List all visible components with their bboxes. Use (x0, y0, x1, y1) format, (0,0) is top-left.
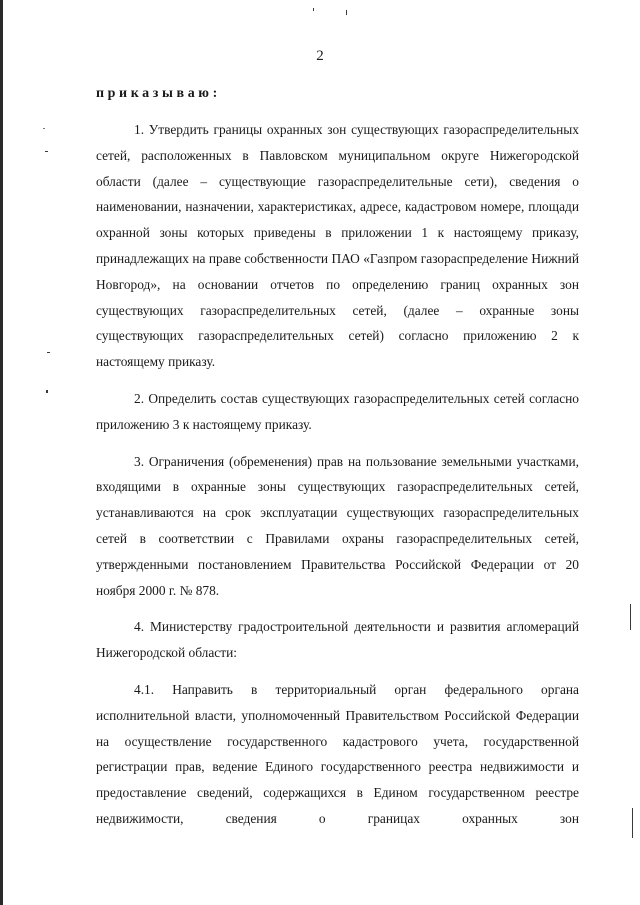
scan-speck (632, 808, 633, 838)
paragraph-1: 1. Утвердить границы охранных зон существующих газораспределительных сетей, расположенных в Павловском муниципальном округе Нижегородской области (далее – существующие газораспределительные сети), сведения о наименовании, назначении, характеристиках, адресе, кадастровом номере, площади охранной зоны которых приведены в приложении 1 к настоящему приказу, принадлежащих на праве собственности ПАО «Газпром газораспределение Нижний Новгород», на основании отчетов по определению границ охранных зон существующих газораспределительных сетей, (далее – охранные зоны существующих газораспределительных сетей) согласно приложению 2 к настоящему приказу. (96, 122, 579, 370)
scan-speck (313, 8, 314, 11)
order-heading: приказываю: (96, 86, 221, 101)
scan-speck (47, 352, 50, 353)
scan-speck (346, 10, 347, 15)
document-body (96, 117, 579, 843)
scan-speck (45, 151, 48, 152)
scan-speck (630, 604, 631, 630)
page-number: 2 (316, 48, 324, 64)
scan-speck (43, 128, 45, 129)
scan-speck (46, 390, 48, 393)
paragraph-3: 3. Ограничения (обременения) прав на пользование земельными участками, входящими в охранные зоны существующих газораспределительных сетей, устанавливаются на срок эксплуатации существующих газораспределительных сетей в соответствии с Правилами охраны газораспределительных сетей, утвержденными постановлением Правительства Российской Федерации от 20 ноября 2000 г. № 878. (96, 453, 579, 598)
scan-left-edge (0, 0, 3, 905)
paragraph-4: 4. Министерству градостроительной деятельности и развития агломераций Нижегородской области: (96, 619, 579, 661)
paragraph-2: 2. Определить состав существующих газораспределительных сетей согласно приложению 3 к настоящему приказу. (96, 390, 579, 432)
paragraph-4-1: 4.1. Направить в территориальный орган федерального органа исполнительной власти, уполномоченный Правительством Российской Федерации на осуществление государственного кадастрового учета, государственной регистрации прав, ведение Единого государственного реестра недвижимости и предоставление сведений, содержащихся в Едином государственном реестре недвижимости, сведения о границах охранных зон (96, 681, 579, 826)
